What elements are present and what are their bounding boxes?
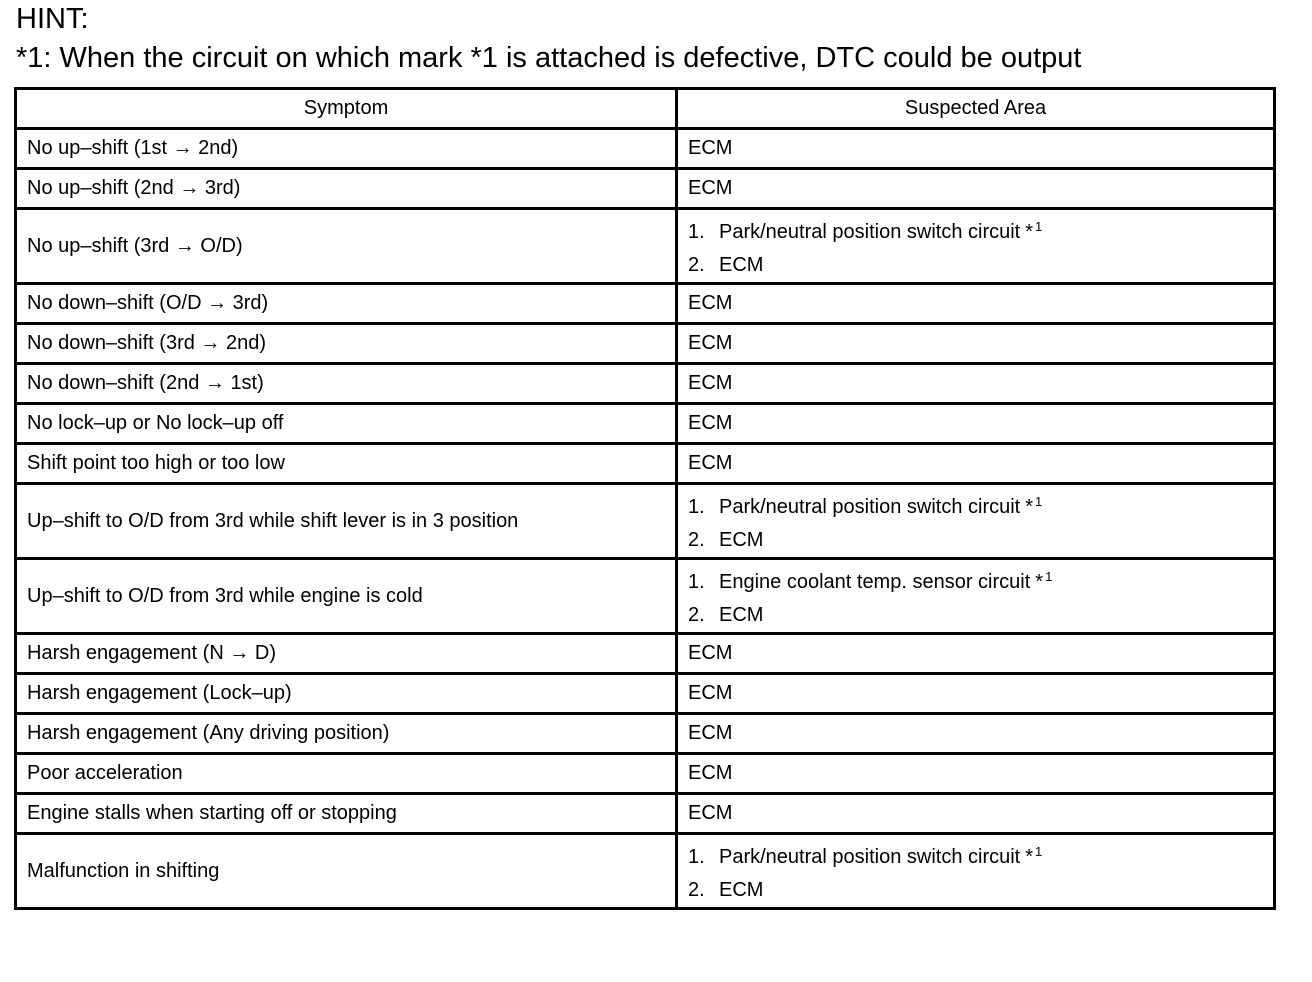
- table-row: [16, 209, 1275, 284]
- table-row: [16, 714, 1275, 754]
- table-row: [16, 444, 1275, 484]
- suspected-area-item: [688, 210, 1273, 249]
- suspected-area-item: [688, 874, 1273, 907]
- symptom-cell: Harsh engagement (Lock–up): [16, 674, 677, 714]
- item-text: Engine coolant temp. sensor circuit: [719, 571, 1031, 593]
- item-text: ECM: [719, 879, 764, 901]
- item-number: 2.: [688, 254, 705, 276]
- suspected-area-cell: [677, 559, 1275, 634]
- footnote-asterisk: *: [1025, 496, 1034, 518]
- symptom-cell: No up–shift (3rd → O/D): [16, 209, 677, 284]
- suspected-area-cell: [677, 484, 1275, 559]
- symptom-cell: Shift point too high or too low: [16, 444, 677, 484]
- table-row: [16, 404, 1275, 444]
- suspected-area-cell: ECM: [677, 284, 1275, 324]
- suspected-area-cell: [677, 209, 1275, 284]
- footnote-number: 1: [1045, 569, 1053, 584]
- symptom-cell: Up–shift to O/D from 3rd while shift lever is in 3 position: [16, 484, 677, 559]
- symptom-cell: No up–shift (2nd → 3rd): [16, 169, 677, 209]
- table-row: [16, 754, 1275, 794]
- footnote-mark: [1025, 846, 1042, 868]
- footnote-asterisk: *: [1025, 221, 1034, 243]
- symptom-column-header: Symptom: [16, 89, 677, 129]
- item-number: 2.: [688, 879, 705, 901]
- suspected-area-cell: ECM: [677, 444, 1275, 484]
- item-number: 1.: [688, 571, 705, 593]
- suspected-area-cell: ECM: [677, 169, 1275, 209]
- symptom-cell: Harsh engagement (N → D): [16, 634, 677, 674]
- table-row: [16, 634, 1275, 674]
- symptom-cell: Up–shift to O/D from 3rd while engine is cold: [16, 559, 677, 634]
- item-number: 1.: [688, 221, 705, 243]
- footnote-mark: [1025, 221, 1042, 243]
- item-text: Park/neutral position switch circuit: [719, 221, 1021, 243]
- item-number: 1.: [688, 496, 705, 518]
- table-row: [16, 794, 1275, 834]
- suspected-area-cell: ECM: [677, 754, 1275, 794]
- table-row: [16, 674, 1275, 714]
- table-header-row: [16, 89, 1275, 129]
- symptom-cell: Engine stalls when starting off or stopping: [16, 794, 677, 834]
- item-text: Park/neutral position switch circuit: [719, 846, 1021, 868]
- item-text: ECM: [719, 529, 764, 551]
- table-row: [16, 169, 1275, 209]
- suspected-area-item: [688, 599, 1273, 632]
- suspected-area-item: [688, 560, 1273, 599]
- hint-text: *1: When the circuit on which mark *1 is attached is defective, DTC could be output: [16, 42, 1082, 74]
- item-text: ECM: [719, 604, 764, 626]
- item-text: ECM: [719, 254, 764, 276]
- suspected-area-cell: ECM: [677, 674, 1275, 714]
- footnote-asterisk: *: [1025, 846, 1034, 868]
- table-row: [16, 324, 1275, 364]
- hint-title: HINT:: [16, 3, 89, 35]
- table-row: [16, 484, 1275, 559]
- table-row: [16, 364, 1275, 404]
- suspected-area-column-header: Suspected Area: [677, 89, 1275, 129]
- footnote-mark: [1035, 571, 1052, 593]
- footnote-mark: [1025, 496, 1042, 518]
- suspected-area-cell: ECM: [677, 794, 1275, 834]
- symptom-cell: No down–shift (2nd → 1st): [16, 364, 677, 404]
- suspected-area-cell: ECM: [677, 404, 1275, 444]
- footnote-asterisk: *: [1035, 571, 1044, 593]
- footnote-number: 1: [1035, 494, 1043, 509]
- symptom-cell: Poor acceleration: [16, 754, 677, 794]
- symptom-cell: No down–shift (3rd → 2nd): [16, 324, 677, 364]
- symptom-cell: Malfunction in shifting: [16, 834, 677, 909]
- symptom-cell: No up–shift (1st → 2nd): [16, 129, 677, 169]
- table-row: [16, 129, 1275, 169]
- suspected-area-cell: [677, 834, 1275, 909]
- suspected-area-item: [688, 524, 1273, 557]
- suspected-area-item: [688, 485, 1273, 524]
- table-row: [16, 834, 1275, 909]
- table-body: [16, 129, 1275, 909]
- symptom-cell: No lock–up or No lock–up off: [16, 404, 677, 444]
- symptom-cell: Harsh engagement (Any driving position): [16, 714, 677, 754]
- footnote-number: 1: [1035, 219, 1043, 234]
- suspected-area-cell: ECM: [677, 364, 1275, 404]
- suspected-area-cell: ECM: [677, 129, 1275, 169]
- item-number: 2.: [688, 604, 705, 626]
- symptom-table: [14, 87, 1276, 910]
- item-text: Park/neutral position switch circuit: [719, 496, 1021, 518]
- suspected-area-cell: ECM: [677, 324, 1275, 364]
- symptom-cell: No down–shift (O/D → 3rd): [16, 284, 677, 324]
- item-number: 1.: [688, 846, 705, 868]
- suspected-area-cell: ECM: [677, 634, 1275, 674]
- footnote-number: 1: [1035, 844, 1043, 859]
- suspected-area-item: [688, 249, 1273, 282]
- suspected-area-cell: ECM: [677, 714, 1275, 754]
- item-number: 2.: [688, 529, 705, 551]
- table-row: [16, 559, 1275, 634]
- table-row: [16, 284, 1275, 324]
- suspected-area-item: [688, 835, 1273, 874]
